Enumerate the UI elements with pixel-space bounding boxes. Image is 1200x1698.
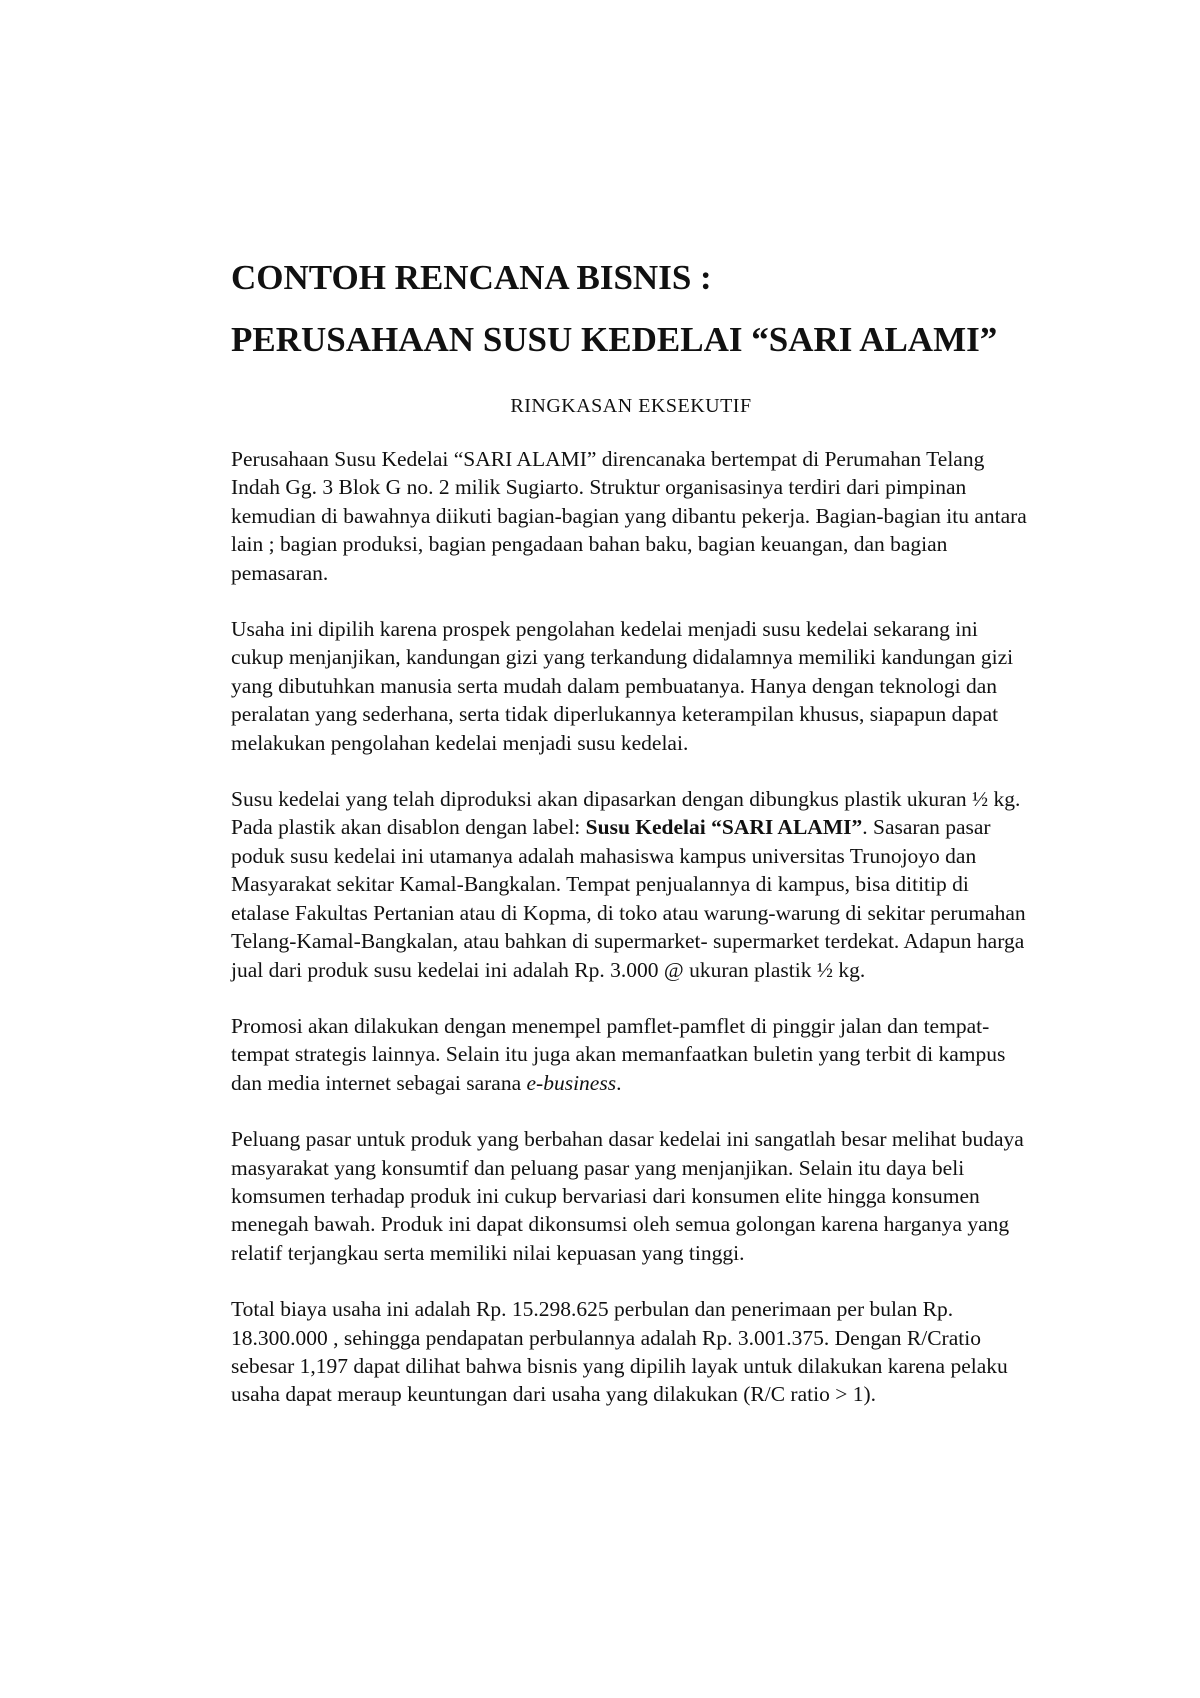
ebusiness-italic: e-business [526, 1070, 617, 1095]
paragraph-promotion [231, 1012, 1031, 1097]
paragraph-promotion-text-2: . [616, 1070, 622, 1095]
paragraph-marketing-text-2: . Sasaran pasar poduk susu kedelai ini utamanya adalah mahasiswa kampus universitas Trunojoyo dan Masyarakat sekitar Kamal-Bangkalan. Tempat penjualannya di kampus, bisa dititip di etalase Fakultas Pertanian atau di Kopma, di toko atau warung-warung di sekitar perumahan Telang-Kamal-Bangkalan, atau bahkan di supermarket- supermarket terdekat. Adapun harga jual dari produk susu kedelai ini adalah Rp. 3.000 @ ukuran plastik ½ kg. [231, 815, 1026, 982]
paragraph-marketing-target [231, 785, 1031, 984]
document-title-line-2: PERUSAHAAN SUSU KEDELAI “SARI ALAMI” [231, 320, 998, 359]
paragraph-business-prospect: Usaha ini dipilih karena prospek pengolahan kedelai menjadi susu kedelai sekarang ini cukup menjanjikan, kandungan gizi yang terkandung didalamnya memiliki kandungan gizi yang dibutuhkan manusia serta mudah dalam pembuatanya. Hanya dengan teknologi dan peralatan yang sederhana, serta tidak diperlukannya keterampilan khusus, siapapun dapat melakukan pengolahan kedelai menjadi susu kedelai. [231, 617, 1014, 755]
document-title-line-1: CONTOH RENCANA BISNIS : [231, 258, 712, 297]
paragraph-marketing-text-1: Susu kedelai yang telah diproduksi akan dipasarkan dengan dibungkus plastik ukuran ½ kg. Pada plastik akan disablon dengan label: [231, 787, 1021, 840]
product-label-bold: Susu Kedelai “SARI ALAMI” [585, 815, 863, 840]
paragraph-company-overview: Perusahaan Susu Kedelai “SARI ALAMI” direncanaka bertempat di Perumahan Telang Indah Gg. 3 Blok G no. 2 milik Sugiarto. Struktur organisasinya terdiri dari pimpinan kemudian di bawahnya diikuti bagian-bagian yang dibantu pekerja. Bagian-bagian itu antara lain ; bagian produksi, bagian pengadaan bahan baku, bagian keuangan, dan bagian pemasaran. [231, 447, 1027, 585]
paragraph-financial-summary: Total biaya usaha ini adalah Rp. 15.298.625 perbulan dan penerimaan per bulan Rp. 18.300.000 , sehingga pendapatan perbulannya adalah Rp. 3.001.375. Dengan R/Cratio sebesar 1,197 dapat dilihat bahwa bisnis yang dipilih layak untuk dilakukan karena pelaku usaha dapat meraup keuntungan dari usaha yang dilakukan (R/C ratio > 1). [231, 1297, 1008, 1407]
document-body [231, 258, 1031, 1409]
paragraph-market-opportunity: Peluang pasar untuk produk yang berbahan dasar kedelai ini sangatlah besar melihat budaya masyarakat yang konsumtif dan peluang pasar yang menjanjikan. Selain itu daya beli komsumen terhadap produk ini cukup bervariasi dari konsumen elite hingga konsumen menegah bawah. Produk ini dapat dikonsumsi oleh semua golongan karena harganya yang relatif terjangkau serta memiliki nilai kepuasan yang tinggi. [231, 1127, 1024, 1265]
section-heading: RINGKASAN EKSEKUTIF [510, 395, 752, 417]
paragraph-promotion-text-1: Promosi akan dilakukan dengan menempel pamflet-pamflet di pinggir jalan dan tempat-tempat strategis lainnya. Selain itu juga akan memanfaatkan buletin yang terbit di kampus dan media internet sebagai sarana [231, 1013, 1006, 1095]
